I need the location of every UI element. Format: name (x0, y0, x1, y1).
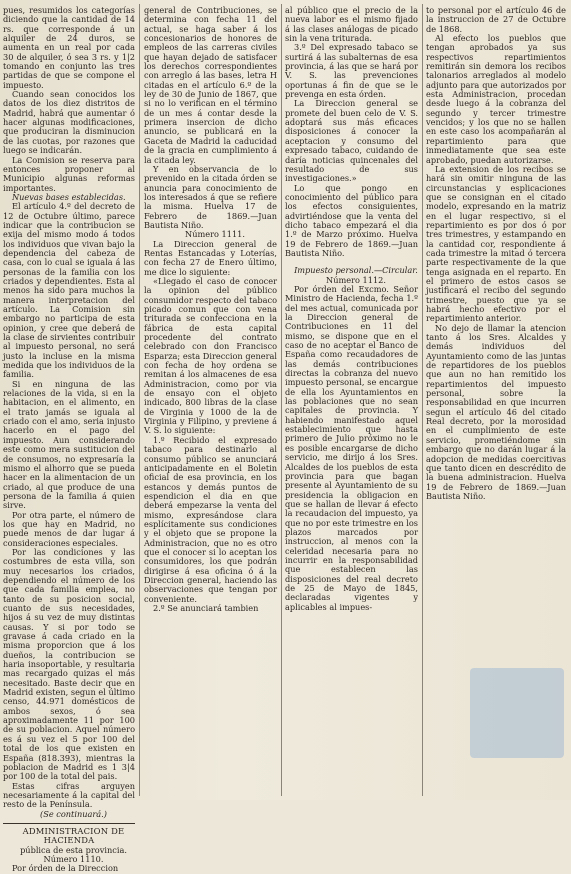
paragraph: Si en ninguna de las relaciones de la vida, si en la habitacion, en el alimento, en el trato jamás se iguala al criado con el amo, seria injusto hacerlo en el pago del impuesto. Aun considerando este como mera sustitucion del de consumos, no expresaría la mismo el alhorro que se pueda hacer en la alimentacion de un criado, al que produce de una persona de la familia á quien sirve. (3, 378, 135, 511)
column-1 (3, 5, 135, 874)
column-divider (139, 4, 140, 796)
paragraph: Por las condiciones y las costumbres de esta villa, son muy necesarios los criados, dependiendo el número de los que cada familia emplea, no tanto de su posicion social, cuanto de sus necesidades, hijos á su vez de muy distintas causas. Y si por todo se gravase á cada criado en la misma proporcion que á los dueños, la contribucion se haria insoportable, y resultaria mas recargado quizas el más necesitado. Baste decir que en Madrid existen, segun el último censo, 44.971 domésticos de ambos sexos, ó sea aproximadamente 11 por 100 de su poblacion. Aquel número es á su vez el 5 por 100 del total de los que existen en España (818.393), mientras la poblacion de Madrid es 1 3|4 por 100 de la total del pais. (3, 546, 135, 782)
paragraph: Lo que pongo en conocimiento del público para los efectos consiguientes, advirtiéndose que la venta del dicho tabaco empezará el dia 1.º de Marzo próximo. Huelva 19 de Febrero de 1869.—Juan Bautista Niño. (285, 182, 418, 258)
paragraph: general de Contribuciones, se determina con fecha 11 del actual, se haga saber á los concesionarios de honores de empleos de las carreras civiles que hayan dejado de satisfacer los derechos correspondientes con arreglo á las bases, letra H citadas en el artículo 6.º de la ley de 30 de Junio de 1867, que si no lo verifican en el término de un mes á contar desde la primera insercion de dicho anuncio, se publicará en la Gaceta de Madrid la caducidad de la gracia en cumplimiento á la citada ley. (144, 5, 277, 165)
paragraph: 3.º Del expresado tabaco se surtirá á las subalternas de esa provincia, á las que se hará por V. S. las prevenciones oportunas á fin de que se le prevenga en esta órden. (285, 42, 418, 100)
paragraph: La Direccion general de Rentas Estancadas y Loterías, con fecha 27 de Enero último, me dice lo siguiente: (144, 238, 277, 277)
paragraph: La Comision se reserva para entonces proponer al Municipio algunas reformas importantes. (3, 154, 135, 193)
paragraph: El artículo 4.º del decreto de 12 de Octubre último, parece indicar que la contribucion se exija del mismo modo á todos los individuos que vivan bajo la dependencia del cabeza de casa, con lo cual se iguala á las personas de la familia con los criados y dependientes. Esta al menos ha sido para muchos la manera interpretacion del artículo. La Comision sin embargo no participa de esta opinion, y cree que deberá de la clase de sirvientes contribuir al impuesto personal, no será justo la incluse en la misma medida que los individuos de la familia. (3, 201, 135, 380)
paragraph: Estas cifras arguyen necesariamente á la capital del resto de la Península. (3, 780, 135, 810)
section-subtitle: pública de esta provincia. (20, 844, 127, 855)
paragraph: Por órden del Excmo. Señor Ministro de Hacienda, fecha 1.º del mes actual, comunicada por la Direccion general de Contribuciones en 11 del mismo, se dispone que en el caso de no aceptar el Banco de España como recaudadores de las demás contribuciones directas la cobranza del nuevo impuesto personal, se encargue de ella los Ayuntamientos en las poblaciones que no sean capitales de provincia. Y habiendo manifestado aquel establecimiento que hasta primero de Julio próximo no le es posible encargarse de dicho servicio, me dirijo á los Sres. Alcaldes de los pueblos de esta provincia para que bagan presente al Ayuntamiento de su presidencia la obligacion en que se hallan de llevar á efecto la recaudacion del impuesto, ya que no por este trimestre en los plazos marcados por instruccion, al menos con la celeridad necesaria para no incurrir en la responsabilidad que establecen las disposiciones del real decreto de 25 de Mayo de 1845, declaradas vigentes y aplicables al impues- (285, 283, 418, 612)
column-2 (144, 6, 277, 796)
paragraph: No dejo de llamar la atencion tanto á los Sres. Alcaldes y demás individuos del Ayuntamiento como de las juntas de repartidores de los pueblos que aun no han remitido los repartimientos del impuesto personal, sobre la responsabilidad en que incurren segun el artículo 46 del citado Real decreto, por la morosidad en el cumplimiento de este servicio, prometiéndome sin embargo que no darán lugar á la adopcion de medidas coercitivas que tanto dicen en descrédito de la buena administracion. Huelva 19 de Febrero de 1869.—Juan Bautista Niño. (426, 322, 566, 501)
paragraph: Por otra parte, el número de los que hay en Madrid, no puede menos de dar lugar á consideraciones especiales. (3, 509, 135, 548)
notice-number: Número 1111. (185, 229, 245, 240)
paragraph: La Direccion general se promete del buen celo de V. S. adoptará sus más eficaces disposiciones á conocer la aceptacion y consumo del expresado tabaco, cuidando de daría noticias quincenales del resultado de sus investigaciones.» (285, 98, 418, 184)
paragraph: to personal por el artículo 46 de la instruccion de 27 de Octubre de 1868. (426, 5, 566, 34)
notice-number: Número 1110. (43, 853, 104, 864)
paragraph: pues, resumidos los categorías diciendo que la cantidad de 14 rs. que corresponde á un alquiler de 24 duros, se aumenta en un real por cada 30 de alquiler, ó sea 3 rs. y 1|2 tomando en conjunto las tres partidas de que se compone el impuesto. (3, 5, 135, 90)
paragraph: Cuando sean conocidos los datos de los diez distritos de Madrid, habrá que aumentar ó hacer algunas modificaciones, que produciran la disminucion de las cuotas, por razones que luego se indicarán. (3, 89, 135, 156)
section-title: ADMINISTRACION DE HACIENDA (22, 825, 125, 846)
column-divider (281, 4, 282, 796)
column-divider (422, 4, 423, 796)
paragraph: «Llegado el caso de conocer la opinion del público consumidor respecto del tabaco picado comun que con vena triturada se confecciona en la fábrica de esta capital procedente del contrato celebrado con don Francisco Esparza; esta Direccion general con fecha de hoy ordena se remitan á los almacenes de esa Administracion, como por via de ensayo con el objeto indicado, 800 libras de la clase de Virginia y 1000 de la de Virginia y Filipino, y previene á V. S. lo siguiente: (144, 275, 277, 436)
notice-number: Número 1112. (326, 274, 386, 285)
paragraph: Por órden de la Direccion (12, 863, 119, 874)
section-rule (3, 823, 135, 824)
section-heading: Impuesto personal.—Circular. (294, 265, 418, 276)
paragraph: 1.º Recibido el expresado tabaco para destinarlo al consumo público se anunciará anticipadamente en el Boletin oficial de esa provincia, en los estancos y demás puntos de espendicion el dia en que deberá empezarse la venta del mismo, expresándose clara esplícitamente sus condiciones y el objeto que se propone la Administracion, que no es otro que el conocer si lo aceptan los consumidores, los que podrán dirigirse á esa oficina ó á la Direccion general, haciendo las observaciones que tengan por conveniente. (144, 434, 277, 604)
continued-note: (Se continuará.) (40, 808, 107, 819)
paragraph: Y en observancia de lo prevenido en la citada órden se anuncia para conocimiento de los interesados á que se refiere la misma. Huelva 17 de Febrero de 1869.—Juan Bautista Niño. (144, 163, 277, 230)
section-heading: Nuevas bases establecidas. (12, 191, 126, 202)
column-3 (285, 6, 418, 796)
paragraph: al público que el precio de la nueva labor es el mismo fijado á las clases análogas de picado sin la vena triturada. (285, 5, 418, 44)
watermark-stamp (470, 668, 564, 758)
paragraph: 2.º Se anunciará tambien (153, 603, 259, 613)
paragraph: Al efecto los pueblos que tengan aprobados ya sus respectivos repartimientos remitirán sin demora los recibos talonarios arreglados al modelo adjunto para que autorizados por esta Administracion, procedan desde luego á la cobranza del segundo y tercer trimestre vencidos; y los que no se hallen en este caso los acompañarán al repartimiento para que inmediatamente que sea este aprobado, puedan autorizarse. (426, 33, 566, 165)
paragraph: La extension de los recibos se hará sin omitir ninguna de las circunstancias y esplicaciones que se consignan en el citado modelo, expresando en la matriz en el lugar respectivo, si el repartimiento es por dos ó por tres trimestres, y estampando en la cantidad cor, respondiente á cada trimestre la mitad ó tercera parte respectivamente de la que tenga asignada en el reparto. En el primero de estos casos se justificará el recibo del segundo trimestre, puesto que ya se habrá hecho efectivo por el repartimiento anterior. (426, 163, 566, 324)
